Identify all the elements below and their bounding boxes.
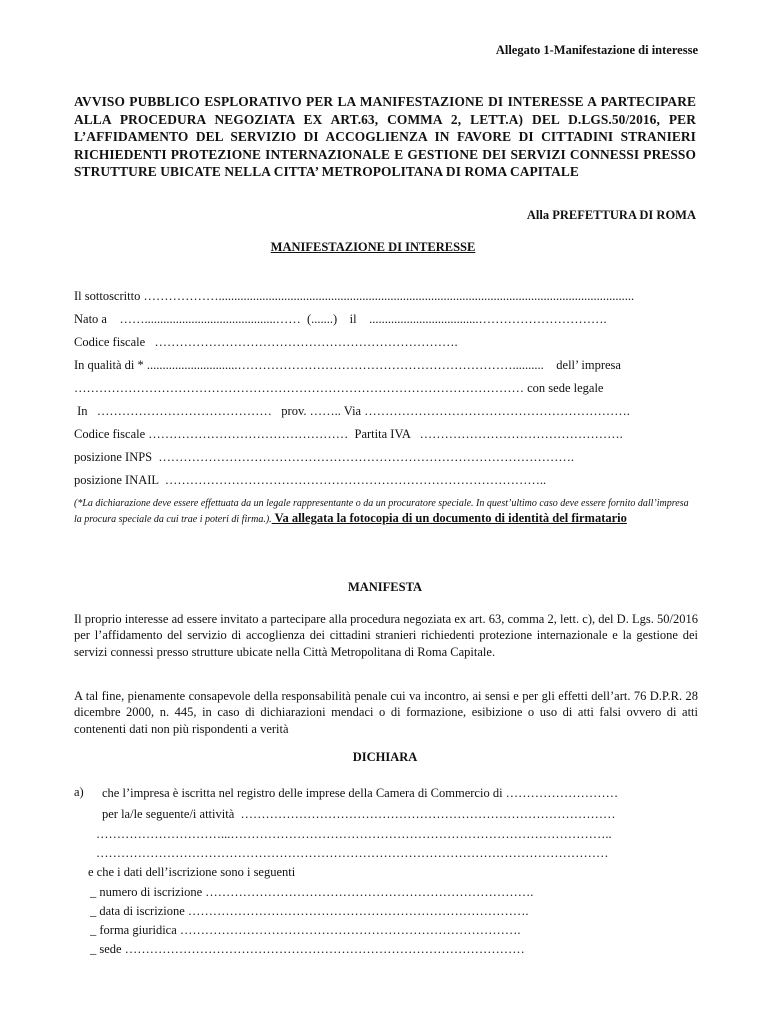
heading-manifesta: MANIFESTA <box>347 580 423 594</box>
paragraph-responsibility: A tal fine, pienamente consapevole della responsabilità penale cui va incontro, ai sensi e per gli effetti dell’art. 76 D.P.R. 28 dicembre 2000, n. 445, in caso di dichiarazioni mendaci o di formazione, esibizione o uso di atti falsi ovvero di atti contenenti dati non più rispondenti a verità <box>74 689 698 736</box>
field-nato[interactable]: Nato a ……..........................................…… (.......) il ...................................…………………………. <box>74 312 607 326</box>
field-posizione-inps[interactable]: posizione INPS ………………………………………………………………………………………. <box>74 450 574 464</box>
field-forma-giuridica[interactable]: _ forma giuridica ………………………………………………………………………. <box>90 923 521 937</box>
field-codice-fiscale-partita-iva[interactable]: Codice fiscale ………………………………………… Partita IVA …………………………………………. <box>74 427 623 441</box>
item-a-registration-intro: e che i dati dell’iscrizione sono i seguenti <box>88 865 296 879</box>
addressee: Alla PREFETTURA DI ROMA <box>526 208 696 222</box>
item-a-letter: a) <box>74 785 84 799</box>
attachment-label: Allegato 1-Manifestazione di interesse <box>495 43 698 57</box>
section-heading-manifestazione: MANIFESTAZIONE DI INTERESSE <box>270 240 476 254</box>
item-a-chamber-field[interactable]: che l’impresa è iscritta nel registro delle imprese della Camera di Commercio di ……………………… <box>102 786 619 800</box>
signatory-note-bold: Va allegata la fotocopia di un documento di identità del firmatario <box>271 511 627 525</box>
field-sottoscritto[interactable]: Il sottoscritto ………………..................................................................................................................................... <box>74 289 635 303</box>
signatory-note <box>74 496 698 527</box>
paragraph-interest: Il proprio interesse ad essere invitato a partecipare alla procedura negoziata ex art. 63, comma 2, lett. c), del D. Lgs. 50/2016 per l’affidamento del servizio di accoglienza dei cittadini stranieri richiedenti protezione internazionale e la gestione dei servizi connessi presso strutture ubicate nella Città Metropolitana di Roma Capitale. <box>74 612 698 659</box>
field-data-iscrizione[interactable]: _ data di iscrizione ………………………………………………………………………. <box>90 904 529 918</box>
heading-dichiara: DICHIARA <box>352 750 418 764</box>
field-qualita[interactable]: In qualità di * .............................………………………………………………………….......... dell’ impresa <box>74 358 621 372</box>
field-posizione-inail[interactable]: posizione INAIL ……………………………………………………………………………….. <box>74 473 547 487</box>
item-a-activity-line-2[interactable]: …………………………...……………………………………………………………………………….. <box>96 827 612 841</box>
field-indirizzo[interactable]: In …………………………………… prov. …….. Via ………………………………………………………. <box>74 404 630 418</box>
item-a-activity-field[interactable]: per la/le seguente/i attività ……………………………………………………………………………… <box>102 807 616 821</box>
field-numero-iscrizione[interactable]: _ numero di iscrizione ……………………………………………………………………. <box>90 885 534 899</box>
field-codice-fiscale[interactable]: Codice fiscale ………………………………………………………………. <box>74 335 458 349</box>
field-impresa-sede-legale[interactable]: ……………………………………………………………………………………………… con sede legale <box>74 381 604 395</box>
field-sede[interactable]: _ sede …………………………………………………………………………………… <box>90 942 525 956</box>
signatory-note-italic: (*La dichiarazione deve essere effettuata da un legale rappresentante o da un procuratore speciale. In quest’ultimo caso deve essere fornito dall’impresa la procura speciale da cui trae i poteri di firma.). <box>74 498 689 525</box>
document-title: AVVISO PUBBLICO ESPLORATIVO PER LA MANIFESTAZIONE DI INTERESSE A PARTECIPARE ALLA PROCEDURA NEGOZIATA EX ART.63, COMMA 2, LETT.A) DEL D.LGS.50/2016, PER L’AFFIDAMENTO DEL SERVIZIO DI ACCOGLIENZA IN FAVORE DI CITTADINI STRANIERI RICHIEDENTI PROTEZIONE INTERNAZIONALE E GESTIONE DEI SERVIZI CONNESSI PRESSO STRUTTURE UBICATE NELLA CITTA’ METROPOLITANA DI ROMA CAPITALE <box>74 94 696 180</box>
item-a-activity-line-3[interactable]: …………………………………………………………………………………………………………… <box>96 846 609 860</box>
